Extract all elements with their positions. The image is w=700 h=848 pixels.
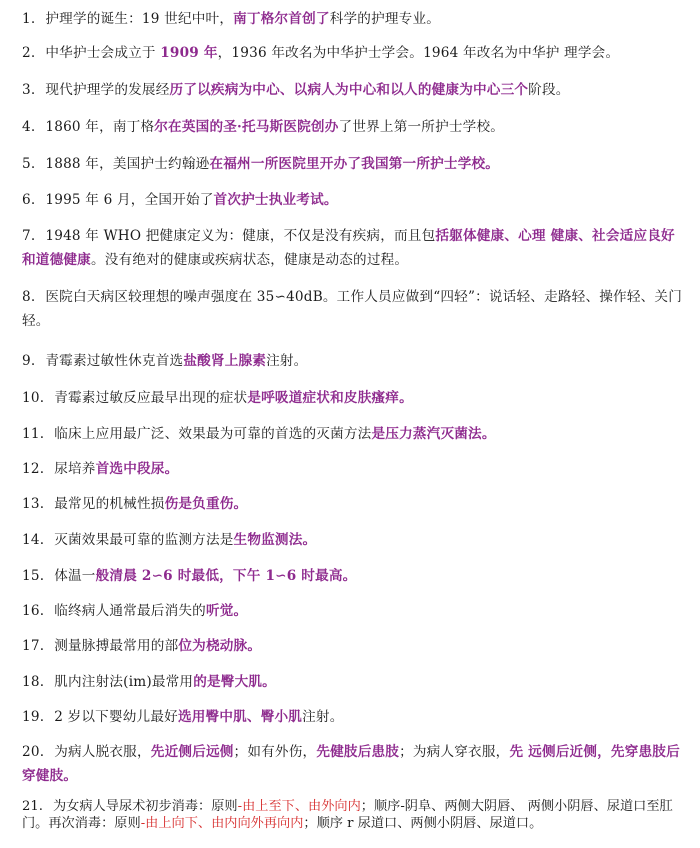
list-item-12 (22, 458, 686, 481)
item-number: 14. (22, 532, 45, 548)
body-text: 注射。 (302, 709, 344, 725)
highlighted-text: 在福州一所医院里开办了我国第一所护士学校。 (209, 156, 500, 172)
body-text: 阶段。 (528, 82, 570, 98)
body-text: ；为病人穿衣服， (399, 744, 510, 760)
body-text: 尿培养 (54, 461, 96, 477)
list-item-5 (22, 153, 686, 176)
body-text: 为病人脱衣服， (54, 744, 151, 760)
body-text: 临床上应用最广泛、效果最为可靠的首选的灭菌方法 (54, 426, 372, 442)
item-number: 3. (22, 82, 36, 98)
highlighted-text: 首次护士执业考试。 (213, 192, 338, 208)
body-text: 青霉素过敏反应最早出现的症状 (54, 390, 248, 406)
list-item-7 (22, 224, 686, 272)
body-text: 护理学的诞生：19 世纪中叶， (45, 11, 234, 27)
highlighted-text: 1909 年 (160, 45, 218, 61)
item-number: 16. (22, 603, 45, 619)
item-number: 5. (22, 156, 36, 172)
body-text: 临终病人通常最后消失的 (54, 603, 206, 619)
list-item-6 (22, 189, 686, 212)
highlighted-text: 盐酸肾上腺素 (183, 353, 267, 369)
body-text: ；顺序-阴阜、两侧大阴唇、 两侧小阴唇、尿道口至肛门。再次消毒：原则 (22, 799, 673, 831)
body-text: 为女病人导尿术初步消毒：原则 (52, 799, 238, 814)
highlighted-text: -由上至下、由外向内 (237, 799, 361, 814)
item-number: 20. (22, 744, 45, 760)
item-number: 12. (22, 461, 45, 477)
highlighted-text: 生物监测法。 (233, 532, 317, 548)
body-text: 1888 年，美国护士约翰逊 (45, 156, 210, 172)
item-number: 4. (22, 119, 36, 135)
highlighted-text: 位为桡动脉。 (178, 638, 262, 654)
highlighted-text: 伤是负重伤。 (164, 496, 248, 512)
highlighted-text: 的是臀大肌。 (193, 674, 276, 690)
item-number: 8. (22, 289, 36, 305)
highlighted-text: 选用臀中肌、臀小肌 (177, 709, 303, 725)
highlighted-text: 先近侧后远侧 (150, 744, 234, 760)
highlighted-text: 尔在英国的圣·托马斯医院创办 (154, 119, 339, 135)
list-item-19 (22, 706, 686, 729)
list-item-15 (22, 565, 686, 588)
body-text: 注射。 (266, 353, 308, 369)
highlighted-text: 历了以疾病为中心、以病人为中心和以人的健康为中心三个 (169, 82, 529, 98)
list-item-13 (22, 493, 686, 516)
body-text: 科学的护理专业。 (329, 11, 441, 27)
item-number: 2. (22, 45, 36, 61)
item-number: 6. (22, 192, 36, 208)
list-item-4 (22, 116, 686, 139)
list-item-11 (22, 423, 686, 446)
list-item-18 (22, 671, 686, 694)
body-text: ，1936 年改名为中华护士学会。1964 年改名为中华护 理学会。 (217, 45, 620, 61)
highlighted-text: 先 远侧后近侧，先穿患肢后穿健肢。 (22, 744, 680, 784)
list-item-17 (22, 635, 686, 658)
highlighted-text: 南丁格尔首创了 (233, 11, 330, 27)
highlighted-text: 先健肢后患肢 (316, 744, 400, 760)
item-number: 19. (22, 709, 45, 725)
body-text: 肌内注射法(im)最常用 (54, 674, 194, 690)
item-number: 10. (22, 390, 45, 406)
item-number: 21. (22, 799, 43, 814)
list-item-14 (22, 529, 686, 552)
item-number: 11. (22, 426, 45, 442)
item-number: 18. (22, 674, 45, 690)
list-item-3 (22, 79, 686, 102)
body-text: 1995 年 6 月，全国开始了 (45, 192, 214, 208)
list-item-1 (22, 8, 686, 31)
body-text: 最常见的机械性损 (54, 496, 165, 512)
list-item-10 (22, 387, 686, 410)
list-item-8 (22, 285, 686, 333)
body-text: 医院白天病区较理想的噪声强度在 35∽40dB。工作人员应做到“四轻”：说话轻、走路轻、操作轻、关门轻。 (22, 289, 683, 329)
body-text: 现代护理学的发展经 (45, 82, 170, 98)
body-text: 了世界上第一所护士学校。 (338, 119, 505, 135)
item-number: 1. (22, 11, 36, 27)
body-text: ；顺序 r 尿道口、两侧小阴唇、尿道口。 (303, 816, 543, 831)
list-item-20 (22, 740, 686, 788)
highlighted-text: 是呼吸道症状和皮肤瘙痒。 (247, 390, 413, 406)
highlighted-text: 括躯体健康、心理 健康、社会适应良好和道德健康 (22, 228, 675, 268)
highlighted-text: 首选中段尿。 (95, 461, 179, 477)
highlighted-text: 般清晨 2∽6 时最低，下午 1∽6 时最高。 (95, 568, 357, 584)
item-number: 7. (22, 228, 36, 244)
list-item-16 (22, 600, 686, 623)
body-text: 2 岁以下婴幼儿最好 (54, 709, 178, 725)
body-text: 灭菌效果最可靠的监测方法是 (54, 532, 234, 548)
list-item-9 (22, 350, 686, 373)
highlighted-text: -由上向下、由内向外再向内 (140, 816, 304, 831)
list-item-2 (22, 42, 686, 65)
highlighted-text: 是压力蒸汽灭菌法。 (371, 426, 496, 442)
body-text: 。没有绝对的健康或疾病状态，健康是动态的过程。 (90, 252, 409, 268)
body-text: 1860 年，南丁格 (45, 119, 155, 135)
body-text: 测量脉搏最常用的部 (54, 638, 179, 654)
item-number: 9. (22, 353, 36, 369)
body-text: 青霉素过敏性休克首选 (45, 353, 184, 369)
body-text: ；如有外伤， (233, 744, 317, 760)
item-number: 17. (22, 638, 45, 654)
list-item-21 (22, 798, 686, 832)
body-text: 1948 年 WHO 把健康定义为：健康，不仅是没有疾病，而且包 (45, 228, 436, 244)
body-text: 体温一 (54, 568, 96, 584)
body-text: 中华护士会成立于 (45, 45, 161, 61)
item-number: 15. (22, 568, 45, 584)
highlighted-text: 听觉。 (205, 603, 248, 619)
item-number: 13. (22, 496, 45, 512)
